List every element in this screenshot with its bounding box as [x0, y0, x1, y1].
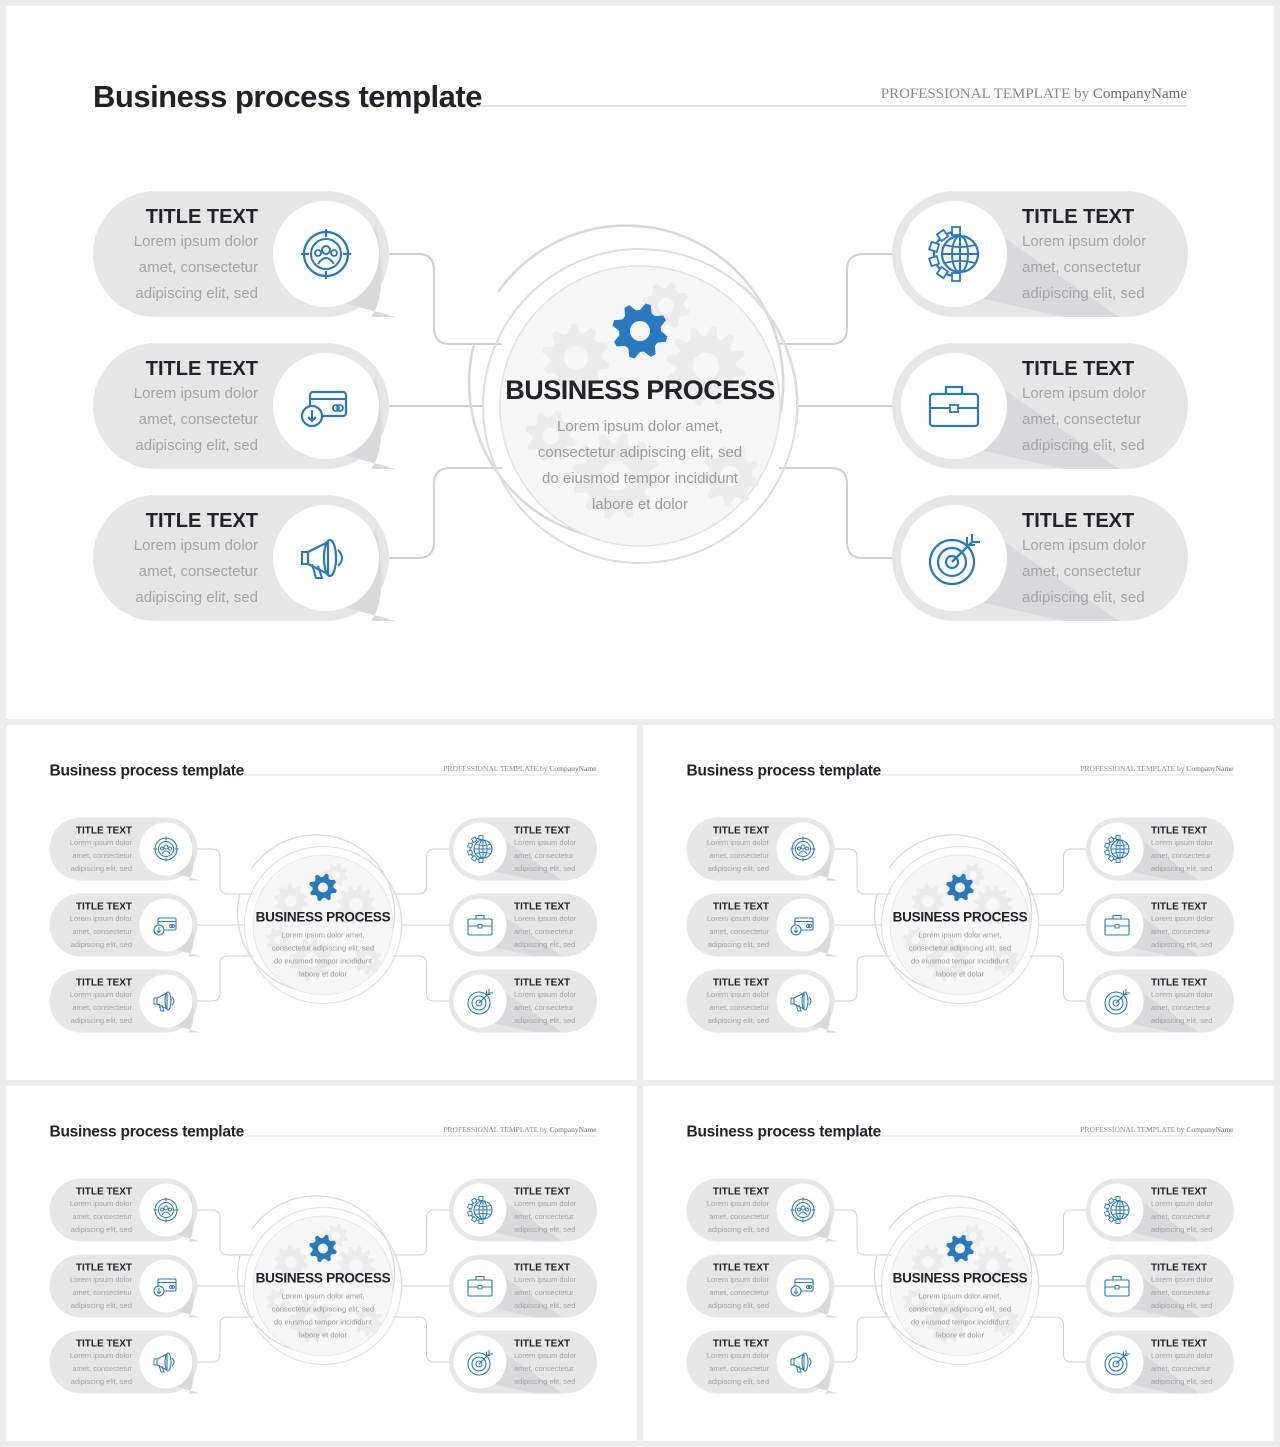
- process-card-6[interactable]: [1086, 1331, 1234, 1394]
- card-body-line: amet, consectetur: [709, 851, 769, 860]
- center-title: BUSINESS PROCESS: [255, 1270, 391, 1286]
- card-body-line: amet, consectetur: [709, 1212, 769, 1221]
- card-body-line: Lorem ipsum dolor: [706, 1351, 769, 1360]
- center-business-process: [238, 835, 402, 1004]
- center-body-line: labore et dolor: [299, 969, 347, 979]
- card-body-line: amet, consectetur: [1151, 1288, 1211, 1297]
- process-card-4[interactable]: [892, 191, 1188, 317]
- process-card-6[interactable]: [449, 970, 597, 1033]
- card-body-line: Lorem ipsum dolor: [133, 385, 258, 402]
- card-body-line: amet, consectetur: [1151, 1003, 1211, 1012]
- process-card-5[interactable]: [449, 1255, 597, 1318]
- card-title: TITLE TEXT: [75, 1338, 132, 1350]
- slide-title: Business process template: [686, 762, 881, 780]
- center-title: BUSINESS PROCESS: [892, 909, 1028, 925]
- card-title: TITLE TEXT: [1151, 977, 1208, 989]
- card-body-line: Lorem ipsum dolor: [1151, 990, 1214, 999]
- card-body-line: Lorem ipsum dolor: [1022, 233, 1147, 250]
- card-body-line: adipiscing elit, sed: [514, 1301, 576, 1310]
- card-body-line: amet, consectetur: [514, 1288, 574, 1297]
- card-body-line: adipiscing elit, sed: [1151, 864, 1213, 873]
- center-body-line: Lorem ipsum dolor amet,: [281, 1291, 365, 1301]
- card-body-line: amet, consectetur: [1022, 259, 1142, 276]
- card-body-line: adipiscing elit, sed: [514, 1016, 576, 1025]
- card-body-line: adipiscing elit, sed: [514, 940, 576, 949]
- card-body-line: adipiscing elit, sed: [135, 437, 258, 454]
- card-body-line: amet, consectetur: [1151, 1212, 1211, 1221]
- card-body-line: Lorem ipsum dolor: [514, 1351, 577, 1360]
- card-title: TITLE TEXT: [712, 1186, 769, 1198]
- process-card-4[interactable]: [1086, 1179, 1234, 1242]
- slide-subtitle: PROFESSIONAL TEMPLATE by CompanyName: [443, 764, 597, 773]
- card-body-line: Lorem ipsum dolor: [706, 1199, 769, 1208]
- process-card-1[interactable]: [50, 818, 202, 881]
- card-body-line: amet, consectetur: [1151, 1364, 1211, 1373]
- card-body-line: adipiscing elit, sed: [70, 1377, 132, 1386]
- card-body-line: amet, consectetur: [514, 1003, 574, 1012]
- card-body-line: adipiscing elit, sed: [70, 1225, 132, 1234]
- card-body-line: Lorem ipsum dolor: [1022, 385, 1147, 402]
- card-body-line: adipiscing elit, sed: [70, 864, 132, 873]
- process-card-5[interactable]: [449, 894, 597, 957]
- process-card-5[interactable]: [1086, 1255, 1234, 1318]
- card-title: TITLE TEXT: [75, 1262, 132, 1274]
- card-body-line: adipiscing elit, sed: [1022, 285, 1145, 302]
- card-body-line: Lorem ipsum dolor: [514, 990, 577, 999]
- slide-title: Business process template: [49, 1123, 244, 1141]
- process-card-4[interactable]: [449, 1179, 597, 1242]
- process-card-6[interactable]: [892, 495, 1188, 621]
- card-body-line: adipiscing elit, sed: [1022, 437, 1145, 454]
- card-body-line: amet, consectetur: [72, 1003, 132, 1012]
- card-body-line: adipiscing elit, sed: [70, 1016, 132, 1025]
- card-body-line: Lorem ipsum dolor: [1151, 1351, 1214, 1360]
- card-body-line: Lorem ipsum dolor: [69, 1199, 132, 1208]
- card-body-line: amet, consectetur: [72, 1288, 132, 1297]
- center-title: BUSINESS PROCESS: [892, 1270, 1028, 1286]
- card-body-line: amet, consectetur: [138, 411, 258, 428]
- card-body-line: Lorem ipsum dolor: [706, 1275, 769, 1284]
- slide-thumbnail-3[interactable]: [6, 1086, 637, 1441]
- card-body-line: Lorem ipsum dolor: [1151, 1275, 1214, 1284]
- process-card-2[interactable]: [687, 1255, 839, 1318]
- card-body-line: Lorem ipsum dolor: [706, 914, 769, 923]
- card-title: TITLE TEXT: [514, 825, 571, 837]
- card-body-line: Lorem ipsum dolor: [1022, 537, 1147, 554]
- slide-subtitle: PROFESSIONAL TEMPLATE by CompanyName: [443, 1125, 597, 1134]
- slide-subtitle: PROFESSIONAL TEMPLATE by CompanyName: [1080, 764, 1234, 773]
- card-title: TITLE TEXT: [1151, 1186, 1208, 1198]
- card-body-line: Lorem ipsum dolor: [706, 990, 769, 999]
- card-title: TITLE TEXT: [1022, 206, 1135, 228]
- center-body-line: consectetur adipiscing elit, sed: [537, 444, 743, 461]
- card-title: TITLE TEXT: [145, 510, 258, 532]
- process-card-3[interactable]: [687, 970, 839, 1033]
- center-title: BUSINESS PROCESS: [505, 375, 775, 405]
- card-body-line: Lorem ipsum dolor: [133, 233, 258, 250]
- card-body-line: amet, consectetur: [138, 259, 258, 276]
- card-body-line: Lorem ipsum dolor: [69, 990, 132, 999]
- card-body-line: adipiscing elit, sed: [707, 940, 769, 949]
- process-card-3[interactable]: [687, 1331, 839, 1394]
- card-title: TITLE TEXT: [145, 206, 258, 228]
- process-card-1[interactable]: [50, 1179, 202, 1242]
- card-body-line: adipiscing elit, sed: [70, 940, 132, 949]
- slide-title: Business process template: [93, 79, 482, 114]
- card-body-line: amet, consectetur: [1151, 927, 1211, 936]
- process-card-2[interactable]: [50, 1255, 202, 1318]
- card-body-line: Lorem ipsum dolor: [1151, 914, 1214, 923]
- center-business-process: [469, 226, 797, 563]
- card-body-line: adipiscing elit, sed: [1022, 589, 1145, 606]
- card-body-line: Lorem ipsum dolor: [69, 838, 132, 847]
- card-body-line: adipiscing elit, sed: [135, 589, 258, 606]
- card-title: TITLE TEXT: [75, 825, 132, 837]
- card-body-line: Lorem ipsum dolor: [514, 914, 577, 923]
- center-body-line: Lorem ipsum dolor amet,: [557, 418, 723, 435]
- process-diagram: [643, 725, 1274, 1080]
- card-body-line: Lorem ipsum dolor: [514, 1199, 577, 1208]
- center-body-line: consectetur adipiscing elit, sed: [908, 1304, 1012, 1314]
- center-body-line: consectetur adipiscing elit, sed: [271, 1304, 375, 1314]
- card-body-line: adipiscing elit, sed: [514, 864, 576, 873]
- slide-thumbnail-1[interactable]: [6, 725, 637, 1080]
- center-body-line: do eiusmod tempor incididunt: [911, 956, 1009, 966]
- process-card-2[interactable]: [50, 894, 202, 957]
- card-title: TITLE TEXT: [75, 1186, 132, 1198]
- process-card-4[interactable]: [1086, 818, 1234, 881]
- slide-subtitle: PROFESSIONAL TEMPLATE by CompanyName: [880, 86, 1187, 102]
- center-body-line: Lorem ipsum dolor amet,: [281, 930, 365, 940]
- card-body-line: Lorem ipsum dolor: [706, 838, 769, 847]
- card-title: TITLE TEXT: [514, 901, 571, 913]
- center-body-line: do eiusmod tempor incididunt: [274, 1317, 372, 1327]
- card-body-line: amet, consectetur: [709, 1003, 769, 1012]
- process-card-5[interactable]: [892, 343, 1188, 469]
- process-card-6[interactable]: [1086, 970, 1234, 1033]
- center-title: BUSINESS PROCESS: [255, 909, 391, 925]
- process-diagram: [6, 6, 1274, 719]
- card-body-line: Lorem ipsum dolor: [1151, 838, 1214, 847]
- card-title: TITLE TEXT: [712, 1338, 769, 1350]
- center-business-process: [875, 1196, 1039, 1365]
- card-body-line: adipiscing elit, sed: [1151, 1225, 1213, 1234]
- card-body-line: amet, consectetur: [514, 1212, 574, 1221]
- card-body-line: amet, consectetur: [1022, 411, 1142, 428]
- card-body-line: adipiscing elit, sed: [514, 1377, 576, 1386]
- process-card-4[interactable]: [449, 818, 597, 881]
- slide-subtitle: PROFESSIONAL TEMPLATE by CompanyName: [1080, 1125, 1234, 1134]
- card-title: TITLE TEXT: [1151, 1338, 1208, 1350]
- center-body-line: do eiusmod tempor incididunt: [274, 956, 372, 966]
- card-body-line: amet, consectetur: [1022, 563, 1142, 580]
- center-business-process: [238, 1196, 402, 1365]
- card-body-line: amet, consectetur: [514, 1364, 574, 1373]
- process-card-3[interactable]: [50, 970, 202, 1033]
- card-title: TITLE TEXT: [712, 901, 769, 913]
- card-title: TITLE TEXT: [514, 1338, 571, 1350]
- card-title: TITLE TEXT: [75, 901, 132, 913]
- card-title: TITLE TEXT: [1151, 901, 1208, 913]
- center-body-line: consectetur adipiscing elit, sed: [271, 943, 375, 953]
- card-title: TITLE TEXT: [1022, 510, 1135, 532]
- process-card-6[interactable]: [449, 1331, 597, 1394]
- card-body-line: Lorem ipsum dolor: [69, 1351, 132, 1360]
- process-diagram: [6, 725, 637, 1080]
- card-body-line: Lorem ipsum dolor: [69, 1275, 132, 1284]
- card-body-line: amet, consectetur: [1151, 851, 1211, 860]
- center-body-line: labore et dolor: [592, 496, 688, 513]
- card-body-line: amet, consectetur: [514, 851, 574, 860]
- card-body-line: adipiscing elit, sed: [514, 1225, 576, 1234]
- process-diagram: [6, 1086, 637, 1441]
- center-body-line: consectetur adipiscing elit, sed: [908, 943, 1012, 953]
- card-body-line: amet, consectetur: [72, 851, 132, 860]
- card-title: TITLE TEXT: [712, 825, 769, 837]
- card-title: TITLE TEXT: [1151, 1262, 1208, 1274]
- card-title: TITLE TEXT: [514, 1186, 571, 1198]
- center-body-line: labore et dolor: [936, 1330, 984, 1340]
- card-body-line: adipiscing elit, sed: [707, 1301, 769, 1310]
- card-title: TITLE TEXT: [514, 1262, 571, 1274]
- center-body-line: do eiusmod tempor incididunt: [911, 1317, 1009, 1327]
- card-body-line: adipiscing elit, sed: [707, 1016, 769, 1025]
- card-body-line: Lorem ipsum dolor: [514, 1275, 577, 1284]
- card-body-line: Lorem ipsum dolor: [514, 838, 577, 847]
- card-title: TITLE TEXT: [514, 977, 571, 989]
- center-body-line: labore et dolor: [299, 1330, 347, 1340]
- card-body-line: amet, consectetur: [138, 563, 258, 580]
- slide-title: Business process template: [49, 762, 244, 780]
- card-body-line: adipiscing elit, sed: [135, 285, 258, 302]
- slide-thumbnail-2[interactable]: [643, 725, 1274, 1080]
- card-body-line: amet, consectetur: [72, 927, 132, 936]
- slide-title: Business process template: [686, 1123, 881, 1141]
- process-card-5[interactable]: [1086, 894, 1234, 957]
- card-body-line: adipiscing elit, sed: [707, 864, 769, 873]
- card-body-line: adipiscing elit, sed: [1151, 1377, 1213, 1386]
- card-body-line: adipiscing elit, sed: [707, 1225, 769, 1234]
- card-body-line: amet, consectetur: [709, 1364, 769, 1373]
- card-body-line: amet, consectetur: [709, 1288, 769, 1297]
- card-title: TITLE TEXT: [145, 358, 258, 380]
- card-title: TITLE TEXT: [1022, 358, 1135, 380]
- card-body-line: adipiscing elit, sed: [70, 1301, 132, 1310]
- process-diagram: [643, 1086, 1274, 1441]
- card-body-line: adipiscing elit, sed: [1151, 940, 1213, 949]
- card-title: TITLE TEXT: [712, 1262, 769, 1274]
- card-body-line: Lorem ipsum dolor: [1151, 1199, 1214, 1208]
- slide-main[interactable]: [6, 6, 1274, 719]
- card-title: TITLE TEXT: [712, 977, 769, 989]
- process-card-1[interactable]: [687, 1179, 839, 1242]
- card-body-line: adipiscing elit, sed: [1151, 1016, 1213, 1025]
- process-card-1[interactable]: [687, 818, 839, 881]
- process-card-1[interactable]: [93, 191, 396, 317]
- card-body-line: adipiscing elit, sed: [707, 1377, 769, 1386]
- center-body-line: do eiusmod tempor incididunt: [542, 470, 738, 487]
- process-card-3[interactable]: [93, 495, 396, 621]
- card-body-line: adipiscing elit, sed: [1151, 1301, 1213, 1310]
- card-title: TITLE TEXT: [1151, 825, 1208, 837]
- card-body-line: amet, consectetur: [514, 927, 574, 936]
- card-body-line: Lorem ipsum dolor: [69, 914, 132, 923]
- card-title: TITLE TEXT: [75, 977, 132, 989]
- center-body-line: Lorem ipsum dolor amet,: [918, 1291, 1002, 1301]
- process-card-3[interactable]: [50, 1331, 202, 1394]
- center-body-line: Lorem ipsum dolor amet,: [918, 930, 1002, 940]
- center-body-line: labore et dolor: [936, 969, 984, 979]
- process-card-2[interactable]: [93, 343, 396, 469]
- card-body-line: amet, consectetur: [72, 1364, 132, 1373]
- slide-thumbnail-4[interactable]: [643, 1086, 1274, 1441]
- process-card-2[interactable]: [687, 894, 839, 957]
- card-body-line: Lorem ipsum dolor: [133, 537, 258, 554]
- center-business-process: [875, 835, 1039, 1004]
- card-body-line: amet, consectetur: [72, 1212, 132, 1221]
- card-body-line: amet, consectetur: [709, 927, 769, 936]
